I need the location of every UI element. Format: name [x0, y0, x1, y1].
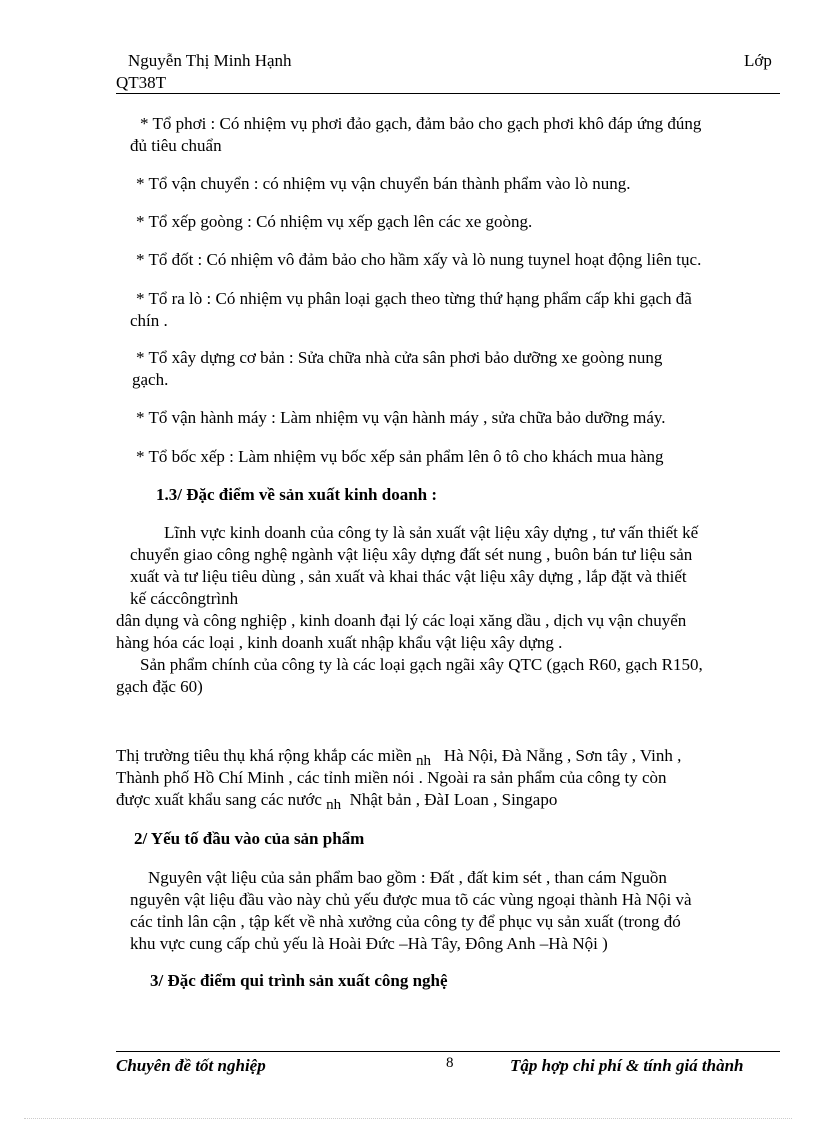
- team-xay-dung: * Tổ xây dựng cơ bản : Sửa chữa nhà cửa sân phơi bảo dưỡng xe goòng nung: [136, 348, 663, 367]
- team-xay-dung-cont: gạch.: [132, 370, 169, 389]
- page-number: 8: [446, 1055, 454, 1071]
- paragraph-line: kế cáccôngtrình: [130, 589, 239, 608]
- header-class-label: Lớp: [744, 51, 772, 70]
- market-line-2: Thành phố Hồ Chí Minh , các tỉnh miền nói . Ngoài ra sản phẩm của công ty còn: [116, 768, 667, 787]
- paragraph-line: chuyển giao công nghệ ngành vật liệu xây dựng đất sét nung , buôn bán tư liệu sản: [130, 545, 693, 564]
- page-bottom-dotted-line: [24, 1118, 792, 1119]
- market-line-1: Thị trường tiêu thụ khá rộng khắp các miền nh Hà Nội, Đà Nẵng , Sơn tây , Vinh ,: [116, 746, 682, 769]
- market-line-3: được xuất khẩu sang các nước nh Nhật bản , ĐàI Loan , Singapo: [116, 790, 558, 813]
- team-phoi-cont: đủ tiêu chuẩn: [130, 136, 222, 155]
- paragraph-line: dân dụng và công nghiệp , kinh doanh đại lý các loại xăng dầu , dịch vụ vận chuyển: [116, 611, 687, 630]
- paragraph-line: nguyên vật liệu đầu vào này chủ yếu được mua tõ các vùng ngoại thành Hà Nội và: [130, 890, 692, 909]
- paragraph-line: xuất và tư liệu tiêu dùng , sản xuất và khai thác vật liệu xây dựng , lắp đặt và thiết: [130, 567, 687, 586]
- paragraph-line: hàng hóa các loại , kinh doanh xuất nhập khẩu vật liệu xây dựng .: [116, 633, 563, 652]
- paragraph-line: Lĩnh vực kinh doanh của công ty là sản xuất vật liệu xây dựng , tư vấn thiết kế: [164, 523, 699, 542]
- section-3-heading: 3/ Đặc điểm qui trình sản xuất công nghệ: [150, 971, 448, 990]
- team-ra-lo-cont: chín .: [130, 311, 168, 330]
- paragraph-line: khu vực cung cấp chủ yếu là Hoài Đức –Hà Tây, Đông Anh –Hà Nội ): [130, 934, 608, 953]
- header-class-code: QT38T: [116, 73, 167, 92]
- paragraph-line: các tỉnh lân cận , tập kết về nhà xưởng của công ty để phục vụ sản xuất (trong đó: [130, 912, 681, 931]
- header-rule: [116, 93, 780, 94]
- team-phoi: * Tổ phơi : Có nhiệm vụ phơi đảo gạch, đảm bảo cho gạch phơi khô đáp ứng đúng: [140, 114, 702, 133]
- paragraph-line: Sản phẩm chính của công ty là các loại gạch ngãi xây QTC (gạch R60, gạch R150,: [140, 655, 703, 674]
- team-xep-goong: * Tổ xếp goòng : Có nhiệm vụ xếp gạch lên các xe goòng.: [136, 212, 533, 231]
- paragraph-line: Nguyên vật liệu của sản phẩm bao gồm : Đất , đất kim sét , than cám Nguồn: [148, 868, 667, 887]
- team-boc-xep: * Tổ bốc xếp : Làm nhiệm vụ bốc xếp sản phẩm lên ô tô cho khách mua hàng: [136, 447, 664, 466]
- team-van-hanh: * Tổ vận hành máy : Làm nhiệm vụ vận hành máy , sửa chữa bảo dưỡng máy.: [136, 408, 666, 427]
- header-author: Nguyễn Thị Minh Hạnh: [128, 51, 292, 70]
- paragraph-line: gạch đặc 60): [116, 677, 203, 696]
- footer-left: Chuyên đề tốt nghiệp: [116, 1056, 266, 1075]
- section-2-heading: 2/ Yếu tố đầu vào của sản phẩm: [134, 829, 365, 848]
- team-van-chuyen: * Tổ vận chuyển : có nhiệm vụ vận chuyển bán thành phẩm vào lò nung.: [136, 174, 631, 193]
- team-ra-lo: * Tổ ra lò : Có nhiệm vụ phân loại gạch theo từng thứ hạng phẩm cấp khi gạch đã: [136, 289, 692, 308]
- footer-right: Tập hợp chi phí & tính giá thành: [510, 1056, 744, 1075]
- section-1-3-heading: 1.3/ Đặc điểm về sản xuất kinh doanh :: [156, 485, 438, 504]
- team-dot: * Tổ đốt : Có nhiệm vô đảm bảo cho hầm xấy và lò nung tuynel hoạt động liên tục.: [136, 250, 702, 269]
